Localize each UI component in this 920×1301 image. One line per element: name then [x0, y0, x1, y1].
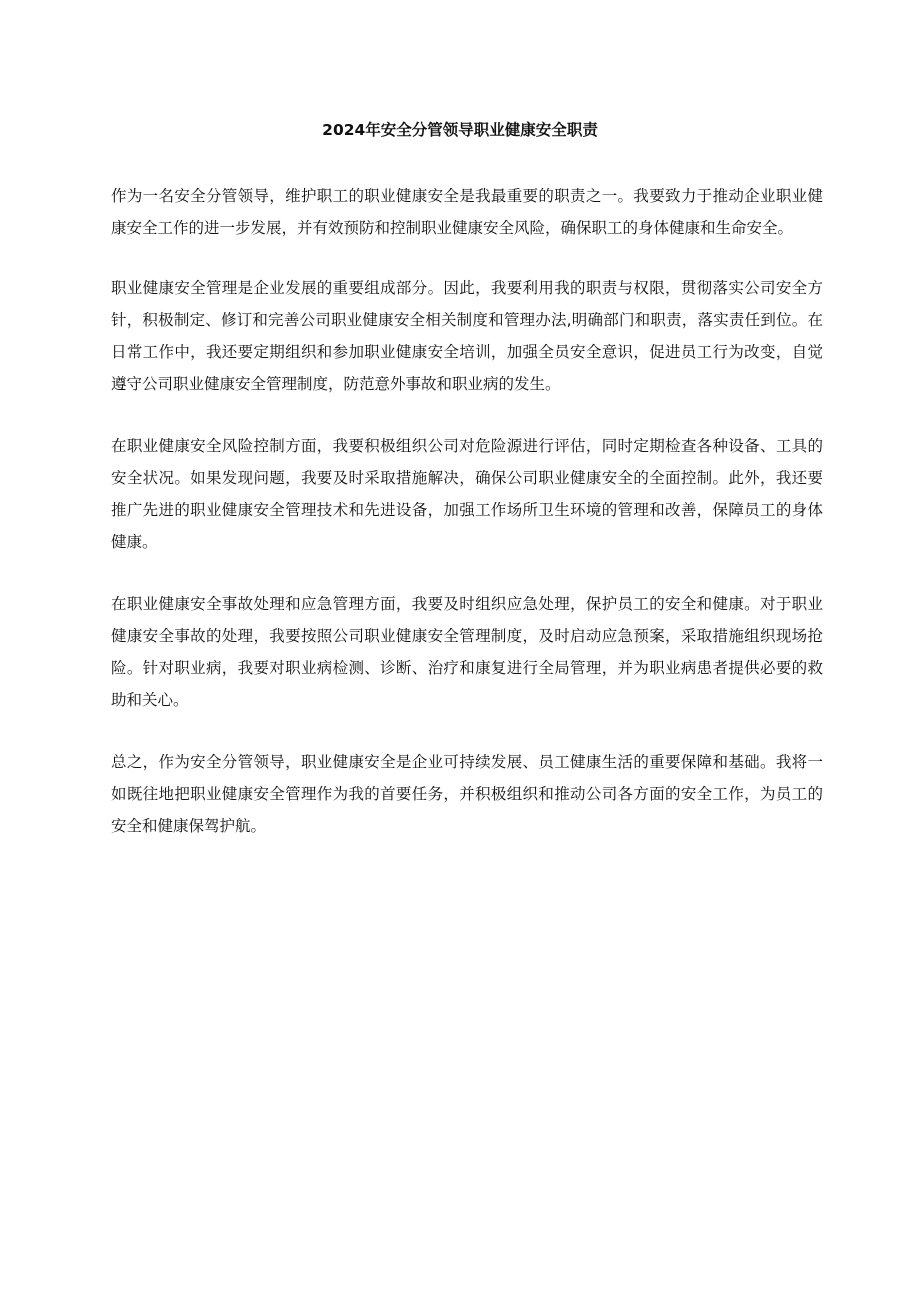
- paragraph-5: 总之，作为安全分管领导，职业健康安全是企业可持续发展、员工健康生活的重要保障和基础。我将一如既往地把职业健康安全管理作为我的首要任务，并积极组织和推动公司各方面的安全工作，为员工的安全和健康保驾护航。: [111, 753, 823, 835]
- document-title: 2024年安全分管领导职业健康安全职责: [322, 121, 598, 139]
- paragraph-1: 作为一名安全分管领导，维护职工的职业健康安全是我最重要的职责之一。我要致力于推动企业职业健康安全工作的进一步发展，并有效预防和控制职业健康安全风险，确保职工的身体健康和生命安全。: [111, 187, 823, 237]
- paragraph-2: 职业健康安全管理是企业发展的重要组成部分。因此，我要利用我的职责与权限，贯彻落实公司安全方针，积极制定、修订和完善公司职业健康安全相关制度和管理办法,明确部门和职责，落实责任到位。在日常工作中，我还要定期组织和参加职业健康安全培训，加强全员安全意识，促进员工行为改变，自觉遵守公司职业健康安全管理制度，防范意外事故和职业病的发生。: [111, 279, 823, 393]
- paragraph-3: 在职业健康安全风险控制方面，我要积极组织公司对危险源进行评估，同时定期检查各种设备、工具的安全状况。如果发现问题，我要及时采取措施解决，确保公司职业健康安全的全面控制。此外，我还要推广先进的职业健康安全管理技术和先进设备，加强工作场所卫生环境的管理和改善，保障员工的身体健康。: [111, 437, 823, 551]
- document-body: [111, 180, 823, 872]
- paragraph-4: 在职业健康安全事故处理和应急管理方面，我要及时组织应急处理，保护员工的安全和健康。对于职业健康安全事故的处理，我要按照公司职业健康安全管理制度，及时启动应急预案，采取措施组织现场抢险。针对职业病，我要对职业病检测、诊断、治疗和康复进行全局管理，并为职业病患者提供必要的救助和关心。: [111, 595, 823, 709]
